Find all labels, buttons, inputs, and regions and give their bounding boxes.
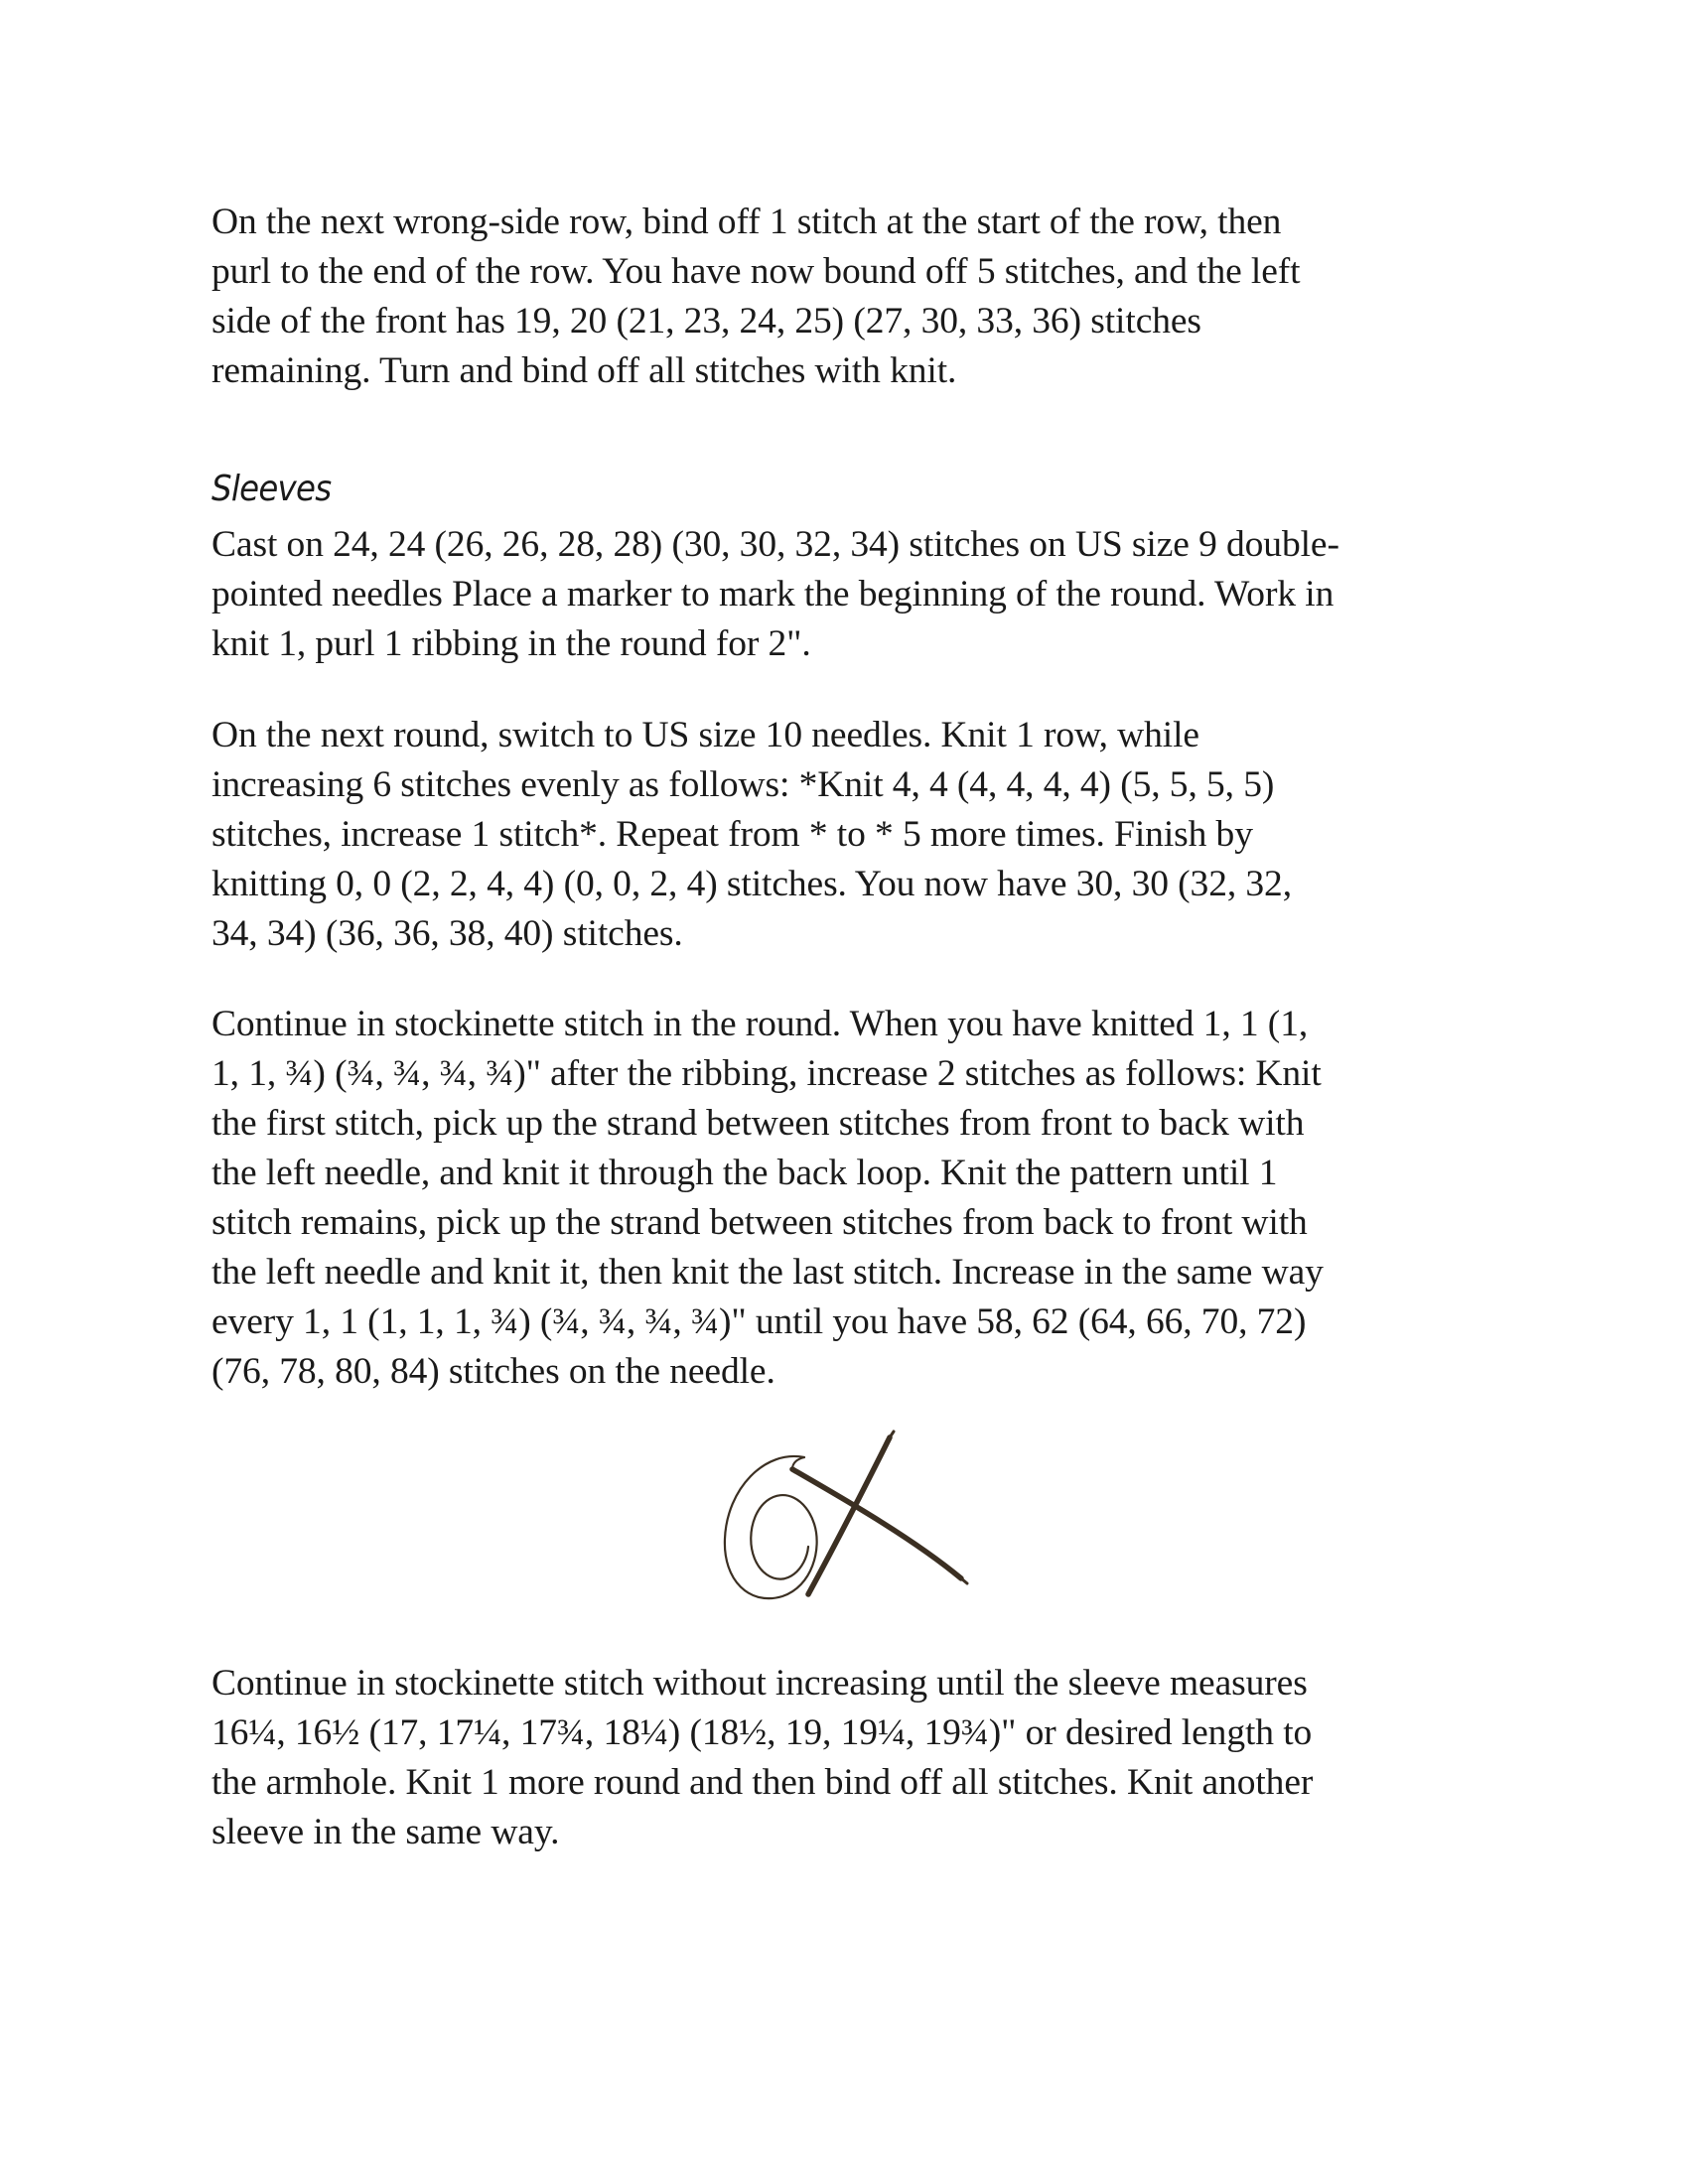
text-line: the left needle, and knit it through the back loop. Knit the pattern until 1 — [211, 1153, 1278, 1193]
text-line: purl to the end of the row. You have now bound off 5 stitches, and the left — [211, 251, 1301, 292]
text-line: 1, 1, ¾) (¾, ¾, ¾, ¾)" after the ribbing, increase 2 stitches as follows: Knit — [211, 1053, 1322, 1094]
text-line: increasing 6 stitches evenly as follows: *Knit 4, 4 (4, 4, 4, 4) (5, 5, 5, 5) — [211, 764, 1275, 805]
text-line: the left needle and knit it, then knit the last stitch. Increase in the same way — [211, 1252, 1324, 1293]
knitting-needles-icon — [705, 1430, 973, 1613]
text-line: stitches, increase 1 stitch*. Repeat from * to * 5 more times. Finish by — [211, 814, 1253, 855]
text-line: sleeve in the same way. — [211, 1812, 560, 1852]
cast-on-paragraph — [211, 520, 1492, 669]
front-bind-off-paragraph — [211, 198, 1492, 396]
text-line: side of the front has 19, 20 (21, 23, 24, 25) (27, 30, 33, 36) stitches — [211, 301, 1201, 341]
stockinette-increase-paragraph — [211, 1000, 1492, 1397]
text-line: knitting 0, 0 (2, 2, 4, 4) (0, 0, 2, 4) stitches. You now have 30, 30 (32, 32, — [211, 864, 1292, 904]
text-line: (76, 78, 80, 84) stitches on the needle. — [211, 1351, 775, 1392]
text-line: 16¼, 16½ (17, 17¼, 17¾, 18¼) (18½, 19, 19¼, 19¾)" or desired length to — [211, 1712, 1313, 1753]
text-line: Continue in stockinette stitch in the round. When you have knitted 1, 1 (1, — [211, 1004, 1309, 1044]
text-line: the armhole. Knit 1 more round and then bind off all stitches. Knit another — [211, 1762, 1314, 1803]
sleeves-heading: Sleeves — [211, 469, 332, 509]
text-line: Cast on 24, 24 (26, 26, 28, 28) (30, 30, 32, 34) stitches on US size 9 double- — [211, 524, 1339, 565]
text-line: stitch remains, pick up the strand between stitches from back to front with — [211, 1202, 1308, 1243]
text-line: pointed needles Place a marker to mark the beginning of the round. Work in — [211, 574, 1335, 614]
text-line: every 1, 1 (1, 1, 1, ¾) (¾, ¾, ¾, ¾)" until you have 58, 62 (64, 66, 70, 72) — [211, 1301, 1307, 1342]
text-line: On the next round, switch to US size 10 needles. Knit 1 row, while — [211, 715, 1199, 755]
text-line: 34, 34) (36, 36, 38, 40) stitches. — [211, 913, 683, 954]
text-line: Continue in stockinette stitch without increasing until the sleeve measures — [211, 1663, 1308, 1704]
text-line: remaining. Turn and bind off all stitches with knit. — [211, 350, 957, 391]
text-line: knit 1, purl 1 ribbing in the round for 2". — [211, 623, 811, 664]
text-line: the first stitch, pick up the strand between stitches from front to back with — [211, 1103, 1305, 1144]
increase-round-paragraph — [211, 711, 1492, 959]
text-line: On the next wrong-side row, bind off 1 stitch at the start of the row, then — [211, 202, 1282, 242]
final-length-paragraph — [211, 1659, 1492, 1857]
